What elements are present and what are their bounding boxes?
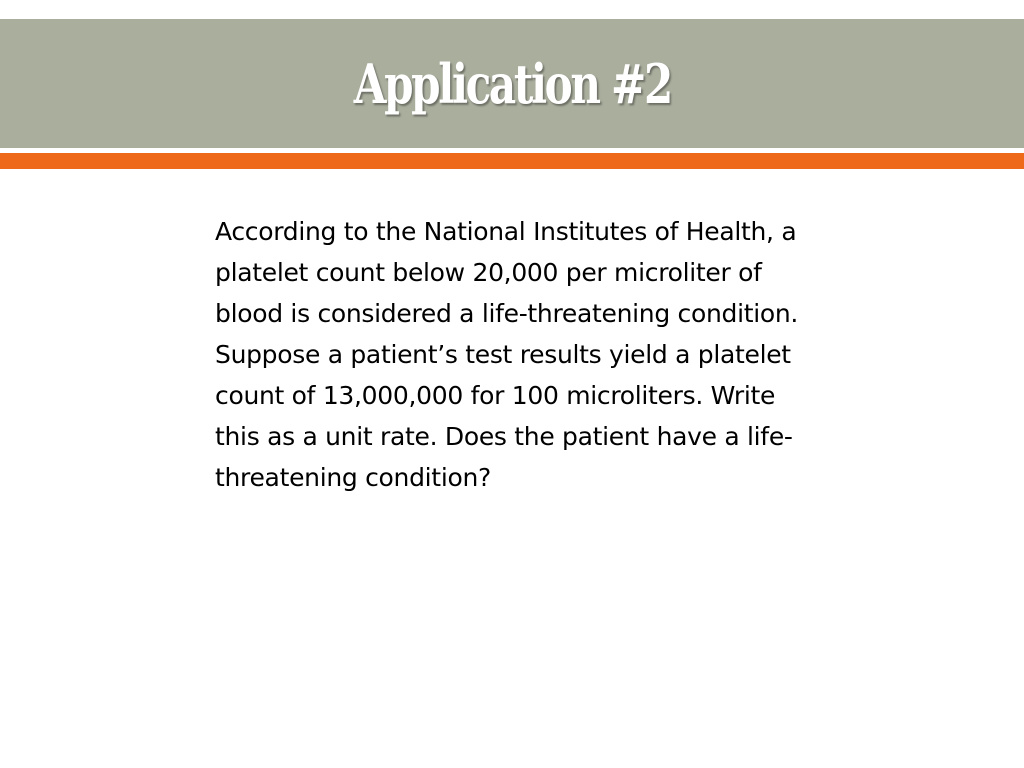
body-line: this as a unit rate. Does the patient have a life- — [215, 422, 793, 451]
body-line: According to the National Institutes of Health, a — [215, 217, 797, 246]
body-line: platelet count below 20,000 per microliter of — [215, 258, 762, 287]
body-paragraph — [215, 211, 915, 498]
body-line: blood is considered a life-threatening condition. — [215, 299, 799, 328]
body-line: count of 13,000,000 for 100 microliters. Write — [215, 381, 776, 410]
slide-title: Application #2 — [353, 51, 671, 116]
body-line: Suppose a patient’s test results yield a platelet — [215, 340, 791, 369]
body-line: threatening condition? — [215, 463, 491, 492]
title-band — [0, 19, 1024, 148]
accent-bar — [0, 153, 1024, 169]
